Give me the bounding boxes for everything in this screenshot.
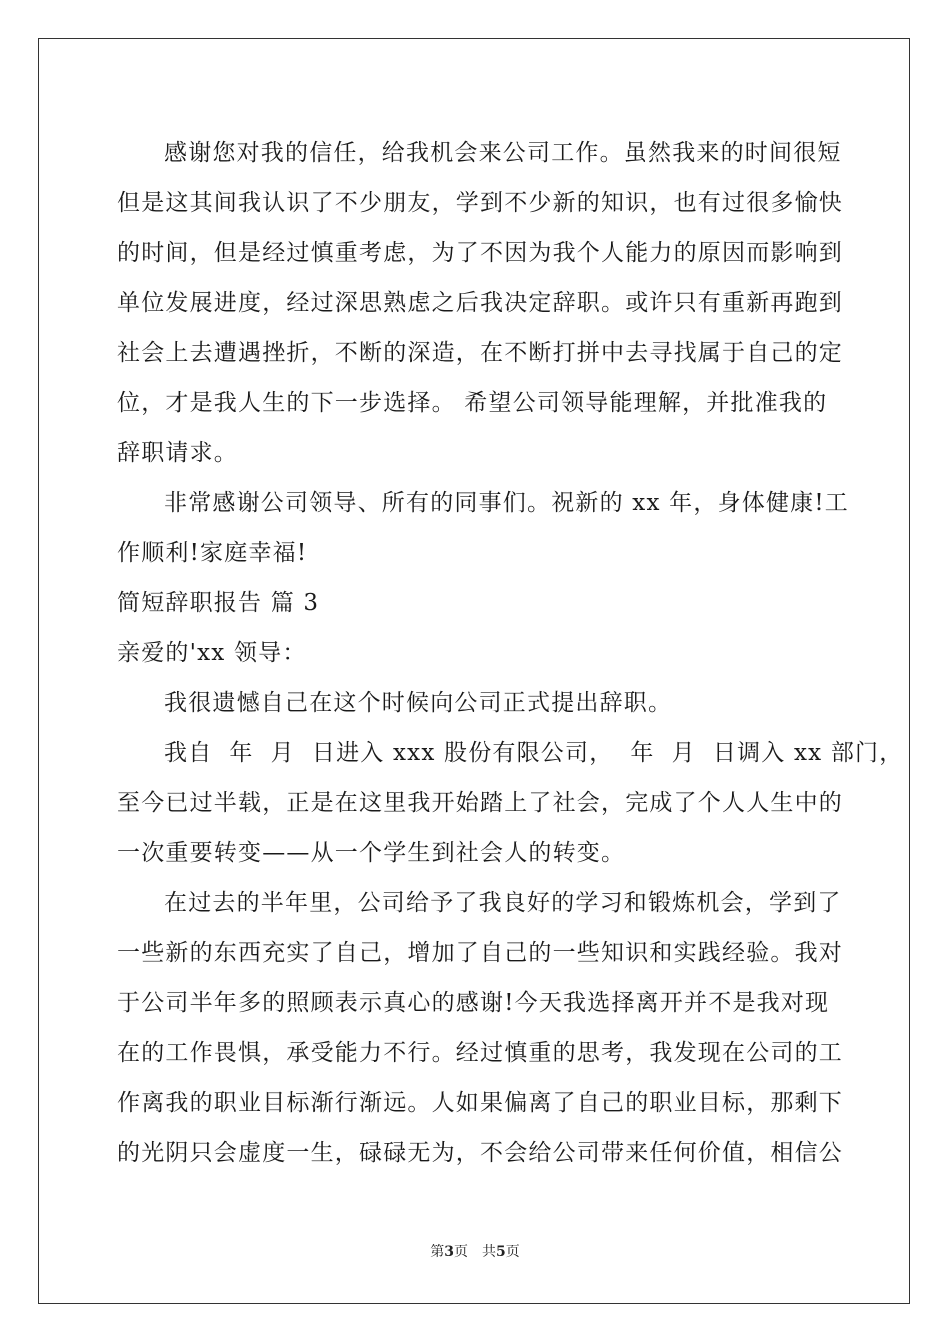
- paragraph-line: 位，才是我人生的下一步选择。 希望公司领导能理解，并批准我的: [117, 390, 828, 416]
- paragraph-line: 作离我的职业目标渐行渐远。人如果偏离了自己的职业目标，那剩下: [117, 1090, 843, 1116]
- paragraph-line: 一次重要转变——从一个学生到社会人的转变。: [117, 840, 626, 866]
- paragraph-line: 的时间，但是经过慎重考虑，为了不因为我个人能力的原因而影响到: [117, 240, 843, 266]
- salutation: 亲爱的'xx 领导：: [117, 640, 307, 666]
- paragraph-line: 单位发展进度，经过深思熟虑之后我决定辞职。或许只有重新再跑到: [117, 290, 843, 316]
- current-page-number: 3: [444, 1244, 454, 1260]
- paragraph-line: 但是这其间我认识了不少朋友，学到不少新的知识，也有过很多愉快: [117, 190, 843, 216]
- paragraph-line: 一些新的东西充实了自己，增加了自己的一些知识和实践经验。我对: [117, 940, 843, 966]
- paragraph-line: 在过去的半年里，公司给予了我良好的学习和锻炼机会，学到了: [164, 890, 842, 916]
- paragraph-line: 非常感谢公司领导、所有的同事们。祝新的 xx 年，身体健康!工: [164, 490, 850, 516]
- footer-prefix: 第: [430, 1244, 445, 1260]
- document-body: [117, 128, 904, 1178]
- paragraph-line: 的光阴只会虚度一生，碌碌无为，不会给公司带来任何价值，相信公: [117, 1140, 843, 1166]
- paragraph-line: 我很遗憾自己在这个时候向公司正式提出辞职。: [164, 690, 673, 716]
- paragraph-line: 至今已过半载，正是在这里我开始踏上了社会，完成了个人人生中的: [117, 790, 843, 816]
- paragraph-line: 于公司半年多的照顾表示真心的感谢!今天我选择离开并不是我对现: [117, 990, 830, 1016]
- paragraph-line: 感谢您对我的信任，给我机会来公司工作。虽然我来的时间很短: [164, 140, 842, 166]
- paragraph-line: 辞职请求。: [117, 440, 238, 466]
- footer-suffix: 页: [505, 1244, 520, 1260]
- section-heading: 简短辞职报告 篇 3: [117, 590, 320, 616]
- paragraph-line: 在的工作畏惧，承受能力不行。经过慎重的思考，我发现在公司的工: [117, 1040, 843, 1066]
- footer-middle: 页 共: [454, 1244, 496, 1260]
- paragraph-line: 我自 年 月 日进入 xxx 股份有限公司， 年 月 日调入 xx 部门，: [164, 740, 904, 766]
- paragraph-line: 作顺利!家庭幸福!: [117, 540, 308, 566]
- paragraph-line: 社会上去遭遇挫折，不断的深造，在不断打拼中去寻找属于自己的定: [117, 340, 843, 366]
- page-number-footer: [0, 1241, 950, 1261]
- total-pages-number: 5: [496, 1244, 506, 1260]
